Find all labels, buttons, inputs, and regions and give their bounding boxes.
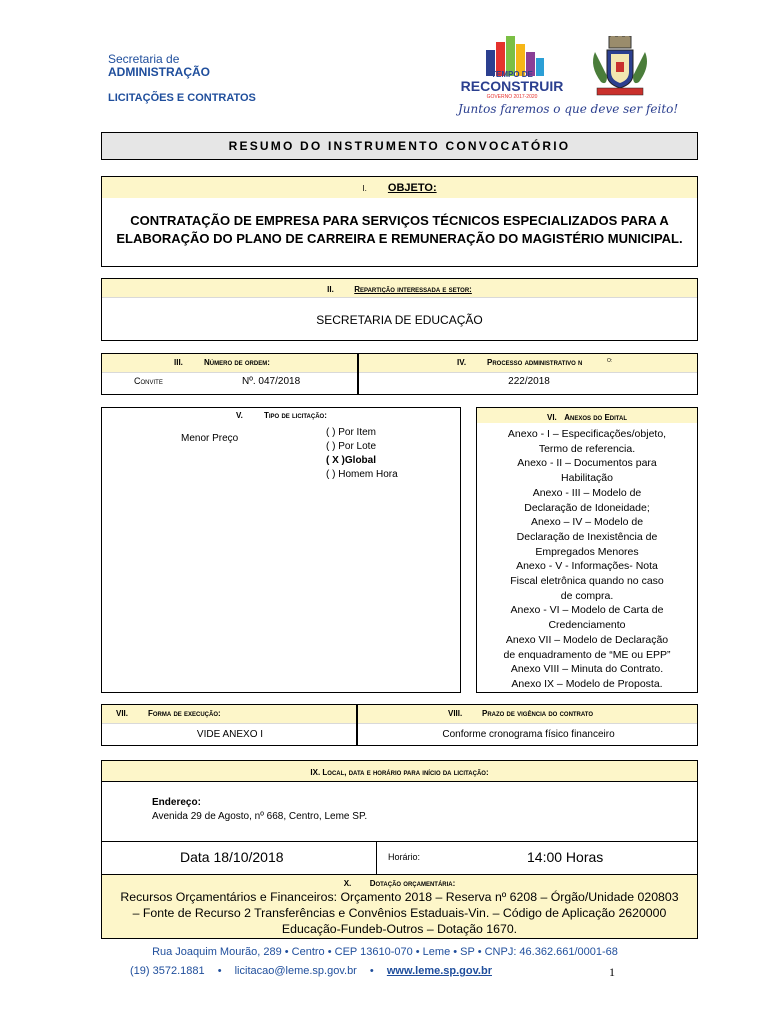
numero-ordem-value: Nº. 047/2018 xyxy=(242,376,301,387)
anexo-line: Termo de referencia. xyxy=(538,442,636,455)
date-cell xyxy=(102,841,377,875)
forma-execucao-header xyxy=(102,705,356,724)
reparticao-header xyxy=(102,279,697,298)
anexo-line: Fiscal eletrônica quando no caso xyxy=(510,575,664,588)
forma-execucao-section xyxy=(101,704,357,746)
dotacao-line2: – Fonte de Recurso 2 Transferências e Convênios Estaduais-Vin. – Código de Aplicação 2620000 xyxy=(132,906,667,920)
page-title: RESUMO DO INSTRUMENTO CONVOCATÓRIO xyxy=(101,132,698,160)
tipo-licitacao-options xyxy=(326,426,398,482)
numero-ordem-header xyxy=(102,354,357,373)
horario-label: Horário: xyxy=(388,852,421,862)
footer-email[interactable]: licitacao@leme.sp.gov.br xyxy=(234,965,357,977)
anexo-line: de enquadramento de “ME ou EPP” xyxy=(503,648,671,661)
anexo-line: Anexo – IV – Modelo de xyxy=(530,516,644,529)
anexos-list xyxy=(477,427,697,692)
objeto-body xyxy=(101,198,698,267)
prazo-vigencia-label: Prazo de vigência do contrato xyxy=(482,709,594,718)
logo-text-governo: GOVERNO 2017-2020 xyxy=(486,94,538,100)
endereco-value: Avenida 29 de Agosto, nº 668, Centro, Leme SP. xyxy=(152,811,368,822)
footer-phone: (19) 3572.1881 xyxy=(130,965,205,977)
numero-ordem-tipo: Convite xyxy=(134,376,163,386)
numero-ordem-label: Número de ordem: xyxy=(204,358,270,367)
processo-value: 222/2018 xyxy=(508,376,550,387)
objeto-num: I. xyxy=(362,184,367,193)
numero-ordem-section xyxy=(101,353,358,395)
local-header xyxy=(102,761,697,782)
anexo-line: Anexo - V - Informações- Nota xyxy=(516,560,658,573)
logo-text-tempo: TEMPO DE xyxy=(491,70,533,79)
forma-execucao-label: Forma de execução: xyxy=(148,709,221,718)
reparticao-num: II. xyxy=(327,285,334,294)
objeto-label: OBJETO: xyxy=(387,182,437,194)
option-homem-hora: ( ) Homem Hora xyxy=(326,469,398,480)
footer-address: Rua Joaquim Mourão, 289 • Centro • CEP 13610-070 • Leme • SP • CNPJ: 46.362.661/0001-68 xyxy=(152,946,618,958)
anexo-line: Declaração de Inexistência de xyxy=(516,530,658,543)
anexo-line: Habilitação xyxy=(561,472,613,485)
prazo-vigencia-num: VIII. xyxy=(448,709,463,718)
horario-value: 14:00 Horas xyxy=(527,849,604,865)
anexo-line: Anexo - I – Especificações/objeto, xyxy=(507,428,667,440)
dotacao-header xyxy=(102,875,697,889)
dotacao-section xyxy=(101,875,698,939)
anexo-line: Anexo - III – Modelo de xyxy=(532,486,642,499)
processo-num: IV. xyxy=(457,358,467,367)
option-por-lote: ( ) Por Lote xyxy=(326,441,377,452)
objeto-header xyxy=(101,176,698,198)
processo-label-sup: O: xyxy=(607,358,613,364)
objeto-text-line1: CONTRATAÇÃO DE EMPRESA PARA SERVIÇOS TÉCNICOS ESPECIALIZADOS PARA A xyxy=(130,213,669,228)
anexo-line: Anexo VII – Modelo de Declaração xyxy=(505,633,669,646)
reparticao-section xyxy=(101,278,698,341)
forma-execucao-num: VII. xyxy=(116,709,129,718)
dotacao-text xyxy=(102,889,697,937)
dotacao-line3: Educação-Fundeb-Outros – Dotação 1670. xyxy=(281,922,518,936)
objeto-text-line2: ELABORAÇÃO DO PLANO DE CARREIRA E REMUNERAÇÃO DO MAGISTÉRIO MUNICIPAL. xyxy=(116,231,683,246)
forma-execucao-value: VIDE ANEXO I xyxy=(196,729,264,740)
tipo-licitacao-header xyxy=(102,408,460,423)
tipo-licitacao-label: Tipo de licitação: xyxy=(264,411,327,420)
anexo-line: Anexo IX – Modelo de Proposta. xyxy=(511,677,663,690)
endereco-label: Endereço: xyxy=(152,797,201,808)
anexos-label: Anexos do Edital xyxy=(564,413,628,422)
tipo-licitacao-criterio: Menor Preço xyxy=(181,433,239,444)
anexos-num: VI. xyxy=(546,413,557,422)
page-number: 1 xyxy=(609,965,615,979)
tipo-licitacao-num: V. xyxy=(236,411,243,420)
footer-sep: • xyxy=(217,965,222,977)
reparticao-label: Repartição interessada e setor: xyxy=(354,285,472,294)
dotacao-num: X. xyxy=(343,879,352,888)
option-global: ( X )Global xyxy=(326,455,376,466)
anexos-section xyxy=(476,407,698,693)
footer-contacts xyxy=(130,965,492,977)
anexo-line: Declaração de Idoneidade; xyxy=(524,501,650,514)
dotacao-line1: Recursos Orçamentários e Financeiros: Orçamento 2018 – Reserva nº 6208 – Órgão/Unidade 020803 xyxy=(120,890,679,904)
prazo-vigencia-value: Conforme cronograma físico financeiro xyxy=(442,729,615,740)
anexos-header xyxy=(477,408,697,423)
anexo-line: Credenciamento xyxy=(548,619,626,632)
option-por-item: ( ) Por Item xyxy=(326,427,377,438)
local-section xyxy=(101,760,698,875)
anexo-line: de compra. xyxy=(560,589,614,602)
slogan: Juntos faremos o que deve ser feito! xyxy=(458,102,679,116)
numero-ordem-num: III. xyxy=(174,358,183,367)
anexo-line: Anexo - II – Documentos para xyxy=(517,457,657,470)
municipal-coat-of-arms xyxy=(585,36,655,98)
footer-website-link[interactable]: www.leme.sp.gov.br xyxy=(386,965,492,977)
anexo-line: Anexo - VI – Modelo de Carta de xyxy=(510,604,664,617)
logo-text-reconstruir: RECONSTRUIR xyxy=(460,78,564,94)
tipo-licitacao-section xyxy=(101,407,461,693)
footer-sep: • xyxy=(369,965,374,977)
header-department-line2: ADMINISTRAÇÃO xyxy=(108,65,210,79)
processo-section xyxy=(358,353,698,395)
dotacao-label: Dotação orçamentária: xyxy=(369,879,456,888)
reparticao-value: SECRETARIA DE EDUCAÇÃO xyxy=(316,313,483,327)
processo-header xyxy=(359,354,697,373)
processo-label: Processo administrativo n xyxy=(487,358,583,367)
tempo-de-reconstruir-logo xyxy=(452,36,572,102)
anexo-line: Empregados Menores xyxy=(535,545,639,558)
header-section: LICITAÇÕES E CONTRATOS xyxy=(108,92,256,104)
prazo-vigencia-section xyxy=(357,704,698,746)
header-department-line1: Secretaria de xyxy=(108,52,180,66)
prazo-vigencia-header xyxy=(358,705,697,724)
data-value: Data 18/10/2018 xyxy=(180,849,284,865)
local-label: IX. Local, data e horário para início da licitação: xyxy=(310,768,489,777)
anexo-line: Anexo VIII – Minuta do Contrato. xyxy=(510,663,664,676)
